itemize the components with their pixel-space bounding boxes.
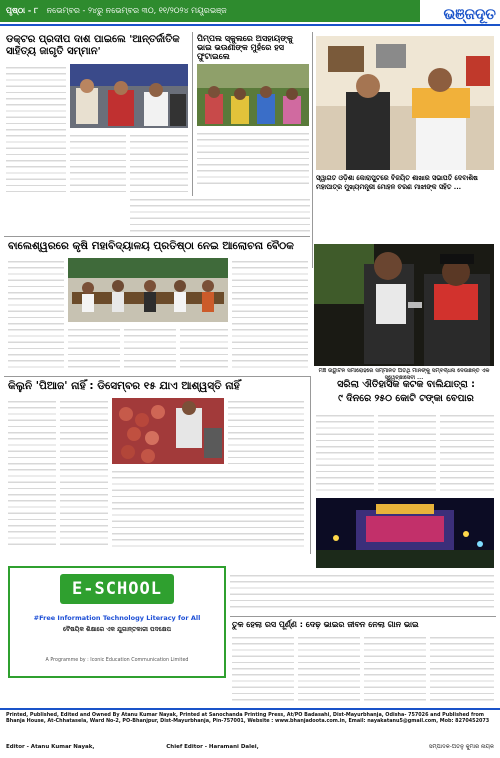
story7-body-col3 <box>440 412 494 494</box>
story3-headline: ସ୍ୱାଗତ ଓଡ଼ିଶା କୋରାପୁଟରେ ବିଜୟିତ ଶାଖାର ସଭାପତି ଦେବାଶିଷ ମହାପାତ୍ର ମୁଖ୍ୟମନ୍ତ୍ରୀ ମୋହନ ଚରଣ ମାଝୀଙ୍କ ସହିତ ... <box>316 174 478 191</box>
story6-headline: କିଲୁନି 'ପିଆଜ' ନାହିଁ : ଡିସେମ୍ବର ୧୫ ଯାଏ ଆଶ୍ୱସ୍ତି ନାହିଁ <box>8 380 240 392</box>
story6-body-col3 <box>112 468 304 548</box>
section-divider <box>4 376 310 377</box>
story4-body-col5 <box>232 258 308 370</box>
eschool-advertisement <box>8 566 226 678</box>
story8-body-col4 <box>430 634 494 704</box>
ad-title: E-SCHOOL <box>72 579 162 599</box>
story8-body-col3 <box>364 634 426 704</box>
column-divider <box>310 376 311 554</box>
story2-photo <box>197 64 309 126</box>
story6-photo <box>112 398 224 464</box>
date-band <box>0 0 420 22</box>
masthead <box>0 0 500 30</box>
footer-editor: Editor - Atanu Kumar Nayak, <box>6 744 95 750</box>
story4-body-col1 <box>8 258 64 370</box>
ad-oriya-line: ବୈଷୟିକ ଶିକ୍ଷାରେ ଏକ ଯୁଗାନ୍ତକାରୀ ପଦକ୍ଷେପ <box>62 626 171 633</box>
footer-right: ସମ୍ପାଦକ-ଅତନୁ କୁମାର ନାୟକ <box>428 744 494 750</box>
story6-body-col4 <box>228 398 304 464</box>
story4-headline: ବାଲେଶ୍ୱରରେ କୃଷି ମହାବିଦ୍ୟାଳୟ ପ୍ରତିଷ୍ଠା ନେଇ ଆଲୋଚନା ବୈଠକ <box>8 240 294 252</box>
story3-photo <box>316 36 494 170</box>
story8-body-col1 <box>232 634 294 704</box>
story4-body-col4 <box>180 326 228 370</box>
ad-tagline: #Free Information Technology Literacy for All <box>33 614 201 622</box>
footer-credits <box>6 740 494 754</box>
ad-programme: A Programme by : Iconic Education Communication Limited <box>45 658 189 663</box>
footer-chief-editor: Chief Editor - Haramani Dalei, <box>166 744 259 750</box>
footer-rule <box>0 708 500 710</box>
story1-body-col3 <box>130 132 188 192</box>
story4-body-col3 <box>124 326 176 370</box>
story7-photo <box>316 498 494 568</box>
story2-body <box>197 130 309 186</box>
story5-photo <box>314 244 494 366</box>
story8-body-col2 <box>298 634 360 704</box>
story4-photo <box>68 258 228 322</box>
story1-body-col2 <box>70 132 126 192</box>
story6-body-col1 <box>8 398 56 548</box>
story4-body-col2 <box>68 326 120 370</box>
column-divider <box>312 32 313 268</box>
story1-continued <box>130 196 310 234</box>
section-divider <box>230 616 496 617</box>
story8-headline: ତୁଳ ହେଲା ରସ ପୂର୍ଣ୍ଣ : ଦେଢ଼ ଭାଇର ଜୀବନ ନେଲା ଗାନ ଭାଇ <box>232 620 419 629</box>
section-divider <box>4 236 310 237</box>
header-rule <box>0 24 500 26</box>
footer-imprint: Printed, Published, Edited and Owned By Atanu Kumar Nayak, Printed at Sanochanda Printing Press, At/PO Badasahi, Dist-Mayurbhanja, Odisha- 757026 and Published from Bhanja House, At-Chhatasela, Ward No-2, PO-Bhanjpur, Dist-Mayurbhanja, Pin-757001, Website : www.bhanjadoota.com.in, Email: nayakatanu5@gmail.com, Mob: 8270452073 <box>6 712 490 725</box>
story6-body-col2 <box>60 398 108 548</box>
story7-body-col1 <box>316 412 374 494</box>
story7-body-col2 <box>378 412 436 494</box>
story5-caption: ମଞ୍ଚ ଉଦ୍ଘାଟନ ସମାରୋହରେ ସମ୍ମାନିତ ଅତିଥି ମାନଙ୍କୁ ସମ୍ବର୍ଦ୍ଧନା ଦେଉଛନ୍ତି ଏକ ସ୍ୱେଚ୍ଛାସେବୀ ... <box>318 368 490 381</box>
story1-photo <box>70 64 188 128</box>
story7-headline-line1: ସରିଲା ଐତିହାସିକ କଟକ ବାଲିଯାତ୍ରା : <box>337 379 475 390</box>
story7-headline-line2: ୯ ଦିନରେ ୨୫୦ କୋଟି ଟଙ୍କା ବେପାର <box>338 393 474 404</box>
story2-headline: ପିମ୍ପଲ ସ୍କୁଲରେ ଅସହାୟଙ୍କୁ ଭାଇ ଭଉଣୀଙ୍କ ମୁହଁରେ ହସ ଫୁଟାଇଲେ <box>197 34 293 62</box>
story7-body-bottom <box>230 572 494 612</box>
page-number: ପୃଷ୍ଠା - ୮ <box>6 6 39 15</box>
story1-headline: ଡକ୍ଟର ପ୍ରଦୀପ ଦାଶ ପାଇଲେ 'ଆନ୍ତର୍ଜାତିକ ସାହିତ୍ୟ ଜାଗୃତି ସମ୍ମାନ' <box>6 34 180 57</box>
newspaper-brand: ଭଞ୍ଜଦୂତ <box>443 5 496 23</box>
story1-body-col1 <box>6 64 66 192</box>
date-line: ନଭେମ୍ବର - ୨୪ରୁ ନଭେମ୍ବର ୩୦, ୧୧/୨୦୨୪ ମୟୂରଭଞ୍ଜ <box>46 6 227 15</box>
